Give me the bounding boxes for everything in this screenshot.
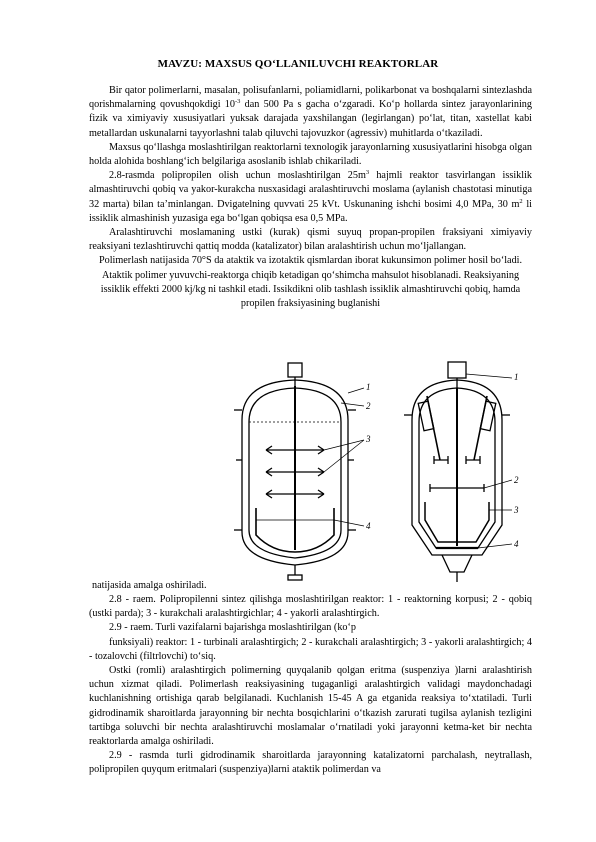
right-label-3: 3 (514, 505, 519, 515)
paragraph-2: Maxsus qo‘llashga moslashtirilgan reaktorlarni texnologik jarayonlarning xususiyatlarini hisobga olgan holda alohida boshlang‘ich belgilariga asoslanib ishlab chikariladi. (89, 141, 532, 168)
text-block-bottom (92, 579, 535, 593)
paragraph-4: Aralashtiruvchi moslamaning ustki (kurak) qismi suyuq propan-propilen fraksiyani ximiyaviy reaksiyani tezlashtiruvchi qattiq modda (katalizator) bilan aralashtirish uchun mo‘ljallangan. (89, 227, 532, 253)
left-label-2: 2 (366, 401, 371, 411)
text-block-captions (89, 593, 532, 778)
reactor-left-drawing (234, 363, 364, 580)
caption-2-9-head: 2.9 - raem. Turli vazifalarni bajarishga moslashtirilgan (ko‘p (109, 622, 356, 634)
reactor-figure (222, 360, 530, 585)
page-title: MAVZU: MAXSUS QO‘LLANILUVCHI REAKTORLAR (157, 58, 439, 70)
paragraph-1: Bir qator polimerlarni, masalan, polisufanlarni, poliamidlarni, polikarbonat va boshqalarni sintezlashda qorishmalarning qovushqokdigi $10^{-3}$ dan 500 Pa s gacha o‘zgaradi. Ko‘p hollarda sintez jarayonlarining fizik va ximiyaviy xususiyatlari yuksak darajada yaxshilangan (legirlangan) po‘lat, titan, xastellat kabi metallardan uskunalarni tayyorlashni talab qiluvchi tajovuzkor (agressiv) muhitlarda o‘tkaziladi. (89, 85, 532, 139)
paragraph-3: 2.8-rasmda polipropilen olish uchun moslashtirilgan $25m^3$ hajmli reaktor tasvirlangan issiklik almashtiruvchi qobiq va yakor-kurakcha nusxasidagi aralashtiruvchi moslama (aylanish chastotasi minutiga 32 marta) bilan ta’minlangan. Dvigatelning quvvati 25 kVt. Uskunaning ishchi bosimi 4,0 MPa, 30 $m^2$ li issiklik almashinish yuzasiga ega bo‘lgan qobiqsa esa 0,5 MPa. (89, 169, 532, 224)
paragraph-7: 2.9 - rasmda turli gidrodinamik sharoitlarda jarayonning katalizatorni parchalash, neytrallash, polipropilen quyqum eritmalari (suspenziya)larni ataktik polimerdan va (89, 750, 532, 776)
right-label-2: 2 (514, 475, 519, 485)
text-block-top (89, 84, 532, 311)
left-label-3: 3 (366, 434, 371, 444)
paragraph-6: Ostki (romli) aralashtirgich polimerning quyqalanib qolgan eritma (suspenziya )larni aralashtirish uchun xizmat qiladi. Polimerlash reaksiyasining tugaganligi aralashtirgich validagi maydonchadagi kuchlanishning ortishiga qarab belgilanadi. Kuchlanish 15-45 A ga etganida reaksiya to‘xtatiladi. Turli gidrodinamik sharoitlarda jarayonning bir nechta bosqichlarini o‘tkazish zarurati tugilsa aylanish tezligini tartibga soluvchi bir nechta aralashtiruvchi moslamalar o‘rnatiladi yoki jarayonni ketma-ket bir nechta reaktorlarda amalga oshiriladi. (89, 665, 532, 748)
caption-2-8: 2.8 - raem. Polipropilenni sintez qilishga moslashtirilgan reaktor: 1 - reaktorning korpusi; 2 - qobiq (ustki parda); 3 - kurakchali aralashtirgichlar; 4 - yakorli aralashtirgich. (89, 594, 532, 620)
right-label-4: 4 (514, 539, 519, 549)
caption-2-9-body: funksiyali) reaktor: 1 - turbinali aralashtirgich; 2 - kurakchali aralashtirgich; 3 - yakorli aralashtirgich; 4 - tozalovchi (filtrlovchi) to‘siq. (89, 636, 532, 662)
left-label-4: 4 (366, 521, 371, 531)
reactor-right-drawing (404, 362, 512, 582)
right-label-1: 1 (514, 372, 519, 382)
paragraph-5: Polimerlash natijasida 70°S da ataktik va izotaktik qismlardan iborat kukunsimon polimer hosil bo‘ladi. Ataktik polimer yuvuvchi-reaktorga chiqib ketadigan qo‘shimcha mahsulot hisoblanadi. Reaksiyaning issiklik effekti 2000 kj/kg ni tashkil etadi. Issikdikni olib tashlash issiklik almashtiruvchi qobiq, hamda propilen fraksiyasining buglanishi (98, 255, 523, 310)
left-label-1: 1 (366, 382, 371, 392)
after-figure-text: natijasida amalga oshiriladi. (92, 580, 207, 591)
